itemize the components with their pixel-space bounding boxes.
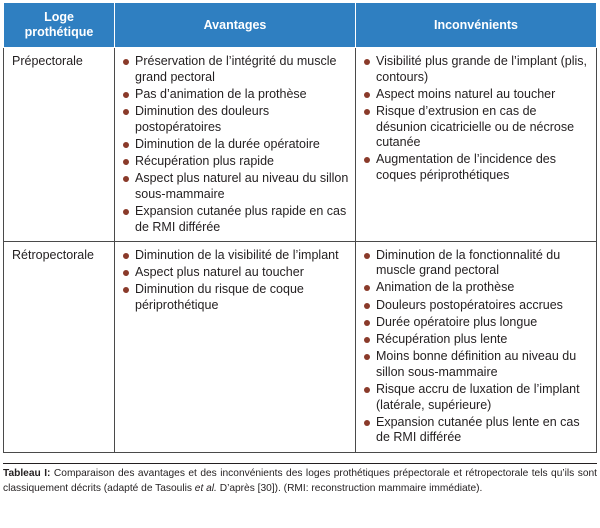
list-item: Diminution des douleurs postopératoires [123,104,349,135]
header-inconvenients: Inconvénients [356,3,597,48]
caption-text: Comparaison des avantages et des inconvénients des loges prothétiques prépectorale et rétropectorale tels qu’ils sont classiquement décrits (adapté de Tasoulis [3,468,597,494]
list-item: Risque accru de luxation de l’implant (latérale, supérieure) [364,382,590,413]
header-loge: Loge prothétique [4,3,115,48]
list-item: Augmentation de l’incidence des coques périprothétiques [364,152,590,183]
list-item: Préservation de l’intégrité du muscle grand pectoral [123,54,349,85]
table-header [4,3,597,48]
row-label: Prépectorale [4,48,115,242]
avantages-list [123,54,349,235]
header-avantages: Avantages [115,3,356,48]
list-item: Animation de la prothèse [364,280,590,296]
list-item: Risque d’extrusion en cas de désunion cicatricielle ou de nécrose cutanée [364,104,590,151]
inconvenients-list [364,54,590,184]
list-item: Moins bonne définition au niveau du sillon sous-mammaire [364,349,590,380]
table-row-retropectorale [4,241,597,452]
list-item: Pas d’animation de la prothèse [123,87,349,103]
list-item: Aspect moins naturel au toucher [364,87,590,103]
caption-lead: Tableau I: [3,468,51,479]
caption-italic: et al. [194,482,217,494]
avantages-cell [115,241,356,452]
table-row-prepectorale [4,48,597,242]
list-item: Aspect plus naturel au niveau du sillon sous-mammaire [123,171,349,202]
avantages-list [123,248,349,314]
list-item: Diminution de la fonctionnalité du muscle grand pectoral [364,248,590,279]
table-body [4,48,597,453]
caption-text-end: D’après [30]). (RMI: reconstruction mammaire immédiate). [216,482,483,494]
list-item: Diminution de la durée opératoire [123,137,349,153]
list-item: Expansion cutanée plus rapide en cas de RMI différée [123,204,349,235]
row-label: Rétropectorale [4,241,115,452]
table-caption [3,463,597,496]
list-item: Aspect plus naturel au toucher [123,265,349,281]
list-item: Récupération plus rapide [123,154,349,170]
list-item: Récupération plus lente [364,332,590,348]
comparison-table [3,3,597,453]
list-item: Douleurs postopératoires accrues [364,298,590,314]
avantages-cell [115,48,356,242]
list-item: Visibilité plus grande de l’implant (plis, contours) [364,54,590,85]
list-item: Expansion cutanée plus lente en cas de RMI différée [364,415,590,446]
list-item: Durée opératoire plus longue [364,315,590,331]
inconvenients-cell [356,241,597,452]
list-item: Diminution du risque de coque périprothétique [123,282,349,313]
inconvenients-cell [356,48,597,242]
list-item: Diminution de la visibilité de l’implant [123,248,349,264]
inconvenients-list [364,248,590,446]
header-row [4,3,597,48]
